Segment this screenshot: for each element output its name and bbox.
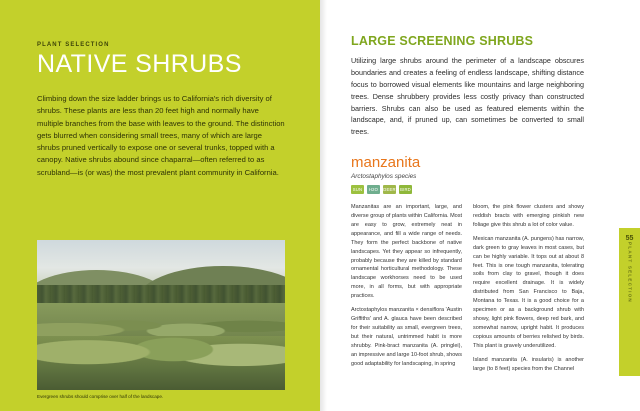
page-number: 55 — [625, 235, 634, 242]
left-body-paragraph: Climbing down the size ladder brings us to California's rich diversity of shrubs. These plants are less than 20 feet high and normally have multiple branches from the base with leaves to the ground. The distinction gets blurred when considering small trees, many of which are large shrubs pruned vertically to expose one or several trunks, topped with a canopy. Native shrubs abound since chaparral—often referred to as scrubland—is (or was) the most prevalent plant community in California. — [37, 94, 285, 177]
left-page-text-block — [37, 42, 285, 187]
page-side-tab — [619, 228, 640, 376]
plant-paragraph: Island manzanita (A. insularis) is another large (to 8 feet) species from the Channel — [473, 356, 584, 372]
plant-scientific-name: Arctostaphylos species — [351, 173, 417, 181]
photo-figure — [37, 240, 285, 400]
right-page-text-block — [351, 34, 584, 385]
left-page-body — [37, 93, 285, 179]
water-drop-icon: H2O — [368, 187, 379, 193]
photo-foreground-shrubs — [37, 336, 285, 390]
photo-caption: Evergreen shrubs should comprise over half of the landscape. — [37, 394, 164, 399]
plant-paragraph: Mexican manzanita (A. pungens) has narrow, dark green to gray leaves in most cases, but can be highly variable. It tops out at about 8 feet. This is one tough manzanita, tolerating soils from clay to gravel, though it does require excellent drainage. It is widely distributed from San Francisco to Baja, Montana to Texas. It is a good choice for a specimen or as a background shrub with showy, light pink flowers, deep red bark, and somewhat narrow, upright habit. It produces copious amounts of berries relished by birds. This plant is gravely underutilized. — [473, 235, 584, 349]
plant-paragraph: bloom, the pink flower clusters and showy reddish bracts with emerging pinkish new foliage give this shrub a lot of color value. — [473, 204, 584, 228]
plant-paragraph: Manzanitas are an important, large, and diverse group of plants within California. Most are easy to grow, extremely neat in appearance, and fill a wide range of needs. They form the perfect backbone of native landscapes. Yet they appear so infrequently, probably because they are killed by standard ornamental horticultural methodology. These landscape workhorses need to be used more, in all forms, but with appropriate practices. — [351, 204, 462, 300]
plant-common-name: manzanita — [351, 154, 421, 172]
page-title: NATIVE SHRUBS — [37, 50, 242, 78]
deer-icon: DEER — [383, 187, 396, 193]
eyebrow-label: PLANT SELECTION — [37, 42, 110, 48]
sun-icon: SUN — [352, 187, 363, 193]
section-intro-paragraph: Utilizing large shrubs around the perimeter of a landscape obscures boundaries and creates a feeling of endless landscape, shifting distance focus to borrowed visual elements like mountains and large neighboring trees. Dense shrubbery provides less costly privacy than constructed barriers. Shrubs can also be used as featured elements within the landscape, and, if pruned up, can sometimes be converted to small trees. — [351, 56, 584, 137]
right-page — [320, 0, 640, 411]
bird-icon: BIRD — [400, 187, 411, 193]
section-heading: LARGE SCREENING SHRUBS — [351, 34, 534, 48]
landscape-photo — [37, 240, 285, 390]
plant-paragraph: Arctostaphylos manzanita × densiflora 'Austin Griffiths' and A. glauca have been described for their suitability as small, evergreen trees, but their natural, untrimmed habit is more shrubby. Pink-bract manzanita (A. pringlei), an impressive and large 10-foot shrub, shows good adaptability for landscaping, in spring — [351, 307, 462, 367]
section-tab-label: PLANT SELECTION — [627, 242, 632, 303]
plant-description-columns — [351, 203, 584, 385]
plant-attribute-badges — [351, 185, 584, 194]
